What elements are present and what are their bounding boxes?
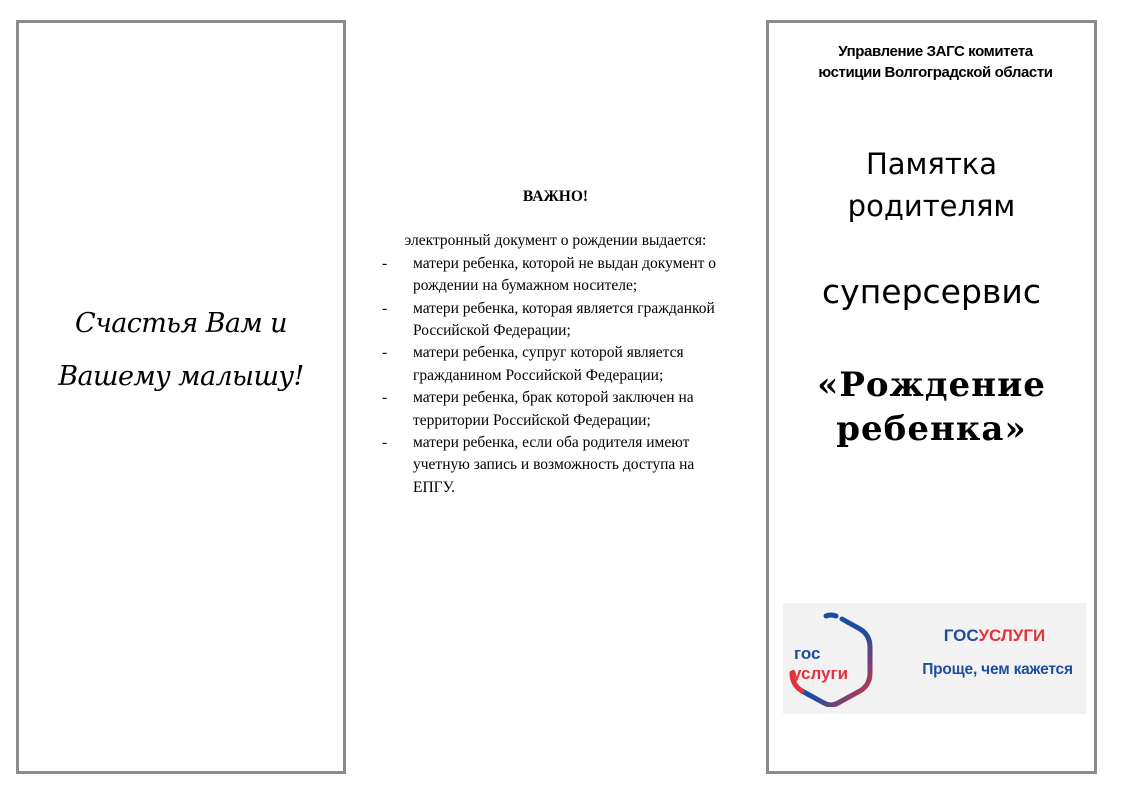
bullet-dash: -	[382, 434, 388, 452]
list-item-text: матери ребенка, брак которой заключен на территории Российской Федерации;	[413, 389, 694, 429]
logo-text-gos: гос	[794, 644, 821, 663]
bullet-dash: -	[382, 344, 388, 362]
gosuslugi-logo-icon	[786, 611, 876, 707]
brand-part-gos: ГОС	[943, 626, 979, 645]
important-intro: электронный документ о рождении выдается:	[404, 232, 707, 250]
service-name-line-1: «Рождение	[817, 365, 1046, 405]
list-item	[378, 298, 738, 343]
superservice-label: суперсервис	[822, 272, 1041, 311]
logo-text-uslugi: услуги	[792, 664, 849, 683]
conditions-list	[378, 253, 738, 499]
list-item-text: матери ребенка, которой не выдан документ о рождении на бумажном носителе;	[413, 254, 717, 295]
brand-part-uslugi: УСЛУГИ	[978, 626, 1046, 645]
congratulation-text	[19, 297, 343, 403]
memo-title	[769, 143, 1094, 227]
list-item	[378, 387, 738, 432]
memo-line-1: Памятка	[865, 147, 998, 181]
list-item	[378, 253, 738, 298]
bullet-dash: -	[382, 299, 388, 317]
organization-line-2: юстиции Волгоградской области	[818, 64, 1053, 81]
list-item-text: матери ребенка, если оба родителя имеют учетную запись и возможность доступа на ЕПГУ.	[413, 434, 695, 496]
gosuslugi-banner	[783, 603, 1086, 714]
service-name-line-2: ребенка»	[836, 409, 1027, 449]
right-panel	[766, 20, 1097, 774]
important-section	[378, 186, 738, 499]
gosuslugi-brand	[903, 625, 1086, 647]
bullet-dash: -	[382, 389, 388, 407]
memo-line-2: родителям	[847, 189, 1016, 223]
bullet-dash: -	[382, 254, 388, 272]
gosuslugi-slogan: Проще, чем кажется	[922, 661, 1073, 678]
left-panel	[16, 20, 346, 774]
service-name	[769, 363, 1094, 451]
list-item	[378, 342, 738, 387]
organization-line-1: Управление ЗАГС комитета	[838, 43, 1033, 60]
congratulation-line-2: Вашему малышу!	[58, 361, 304, 392]
important-heading: ВАЖНО!	[522, 188, 589, 205]
congratulation-line-1: Счастья Вам и	[75, 308, 287, 339]
list-item-text: матери ребенка, супруг которой является гражданином Российской Федерации;	[413, 344, 684, 384]
organization-name	[783, 41, 1088, 83]
list-item	[378, 432, 738, 499]
list-item-text: матери ребенка, которая является гражданкой Российской Федерации;	[413, 299, 715, 340]
